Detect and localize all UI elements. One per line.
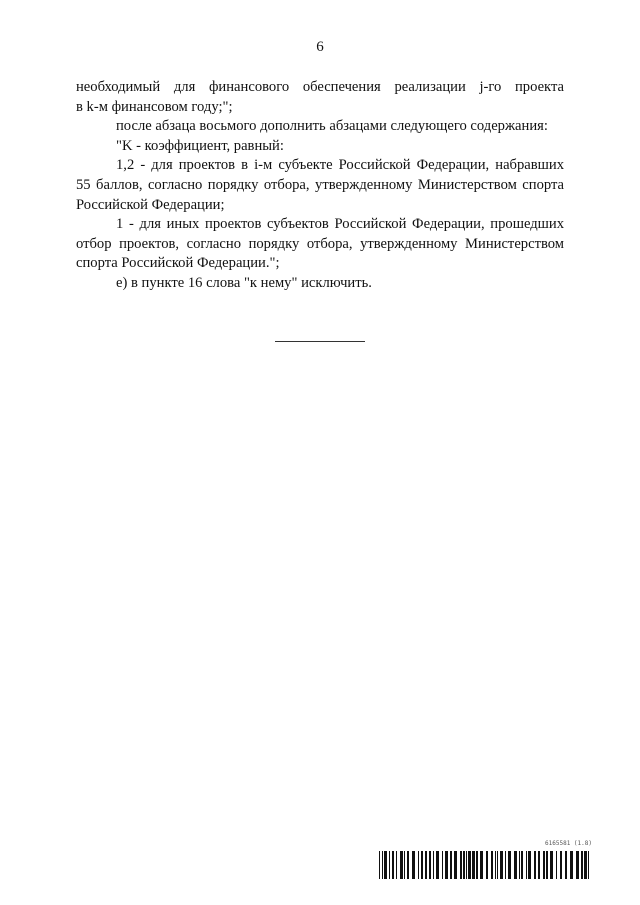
barcode-bar: [550, 851, 553, 879]
barcode-bar: [412, 851, 415, 879]
barcode-bar: [565, 851, 567, 879]
barcode-bar: [508, 851, 511, 879]
barcode-bar: [538, 851, 540, 879]
barcode-bar: [421, 851, 423, 879]
barcode-bar: [433, 851, 434, 879]
barcode-block: [378, 840, 592, 880]
paragraph-line: 1,2 - для проектов в i-м субъекте Российской Федерации, набравших: [116, 157, 564, 174]
barcode-bar: [491, 851, 493, 879]
barcode-bar: [546, 851, 548, 879]
barcode-bar: [514, 851, 517, 879]
barcode-bar: [460, 851, 462, 879]
barcode-bar: [588, 851, 589, 879]
barcode-bar: [442, 851, 443, 879]
barcode-bar: [476, 851, 478, 879]
barcode-bar: [526, 851, 527, 879]
paragraph-line: е) в пункте 16 слова "к нему" исключить.: [116, 274, 372, 291]
barcode-bar: [570, 851, 573, 879]
barcode-bar: [396, 851, 397, 879]
document-body: [76, 78, 564, 294]
paragraph-line: после абзаца восьмого дополнить абзацами следующего содержания:: [116, 118, 548, 135]
barcode-caption: 6165581 (1.8): [545, 840, 592, 847]
barcode: [378, 851, 592, 879]
end-separator: [275, 341, 365, 342]
barcode-bar: [384, 851, 387, 879]
barcode-bar: [418, 851, 419, 879]
barcode-bar: [519, 851, 520, 879]
barcode-bar: [436, 851, 439, 879]
barcode-bar: [521, 851, 523, 879]
barcode-bar: [429, 851, 431, 879]
barcode-bar: [534, 851, 536, 879]
barcode-bar: [445, 851, 448, 879]
paragraph-line: "K - коэффициент, равный:: [116, 137, 284, 154]
barcode-bar: [480, 851, 483, 879]
barcode-bar: [576, 851, 579, 879]
barcode-bar: [528, 851, 531, 879]
barcode-bar: [543, 851, 545, 879]
barcode-bar: [497, 851, 498, 879]
barcode-bar: [472, 851, 475, 879]
barcode-bar: [466, 851, 467, 879]
paragraph-line: отбор проектов, согласно порядку отбора, утвержденному Министерством: [76, 235, 564, 252]
barcode-bar: [425, 851, 427, 879]
barcode-bar: [581, 851, 583, 879]
barcode-bar: [495, 851, 496, 879]
barcode-bar: [505, 851, 506, 879]
barcode-bar: [389, 851, 390, 879]
paragraph-line: спорта Российской Федерации.";: [76, 255, 280, 272]
barcode-bar: [450, 851, 452, 879]
page-number: 6: [316, 39, 324, 55]
barcode-bar: [463, 851, 465, 879]
barcode-bar: [486, 851, 488, 879]
barcode-bar: [392, 851, 394, 879]
barcode-bar: [556, 851, 557, 879]
paragraph-line: 1 - для иных проектов субъектов Российской Федерации, прошедших: [116, 216, 564, 233]
barcode-bar: [560, 851, 562, 879]
barcode-bar: [404, 851, 405, 879]
barcode-bar: [584, 851, 587, 879]
paragraph-line: в k-м финансовом году;";: [76, 98, 233, 115]
barcode-bar: [382, 851, 383, 879]
barcode-bar: [500, 851, 503, 879]
barcode-bar: [454, 851, 457, 879]
paragraph-line: 55 баллов, согласно порядку отбора, утвержденному Министерством спорта: [76, 176, 564, 193]
paragraph-line: необходимый для финансового обеспечения реализации j-го проекта: [76, 79, 564, 95]
paragraph-line: Российской Федерации;: [76, 196, 225, 213]
barcode-bar: [407, 851, 409, 879]
barcode-bar: [468, 851, 471, 879]
barcode-bar: [400, 851, 403, 879]
barcode-bar: [379, 851, 380, 879]
